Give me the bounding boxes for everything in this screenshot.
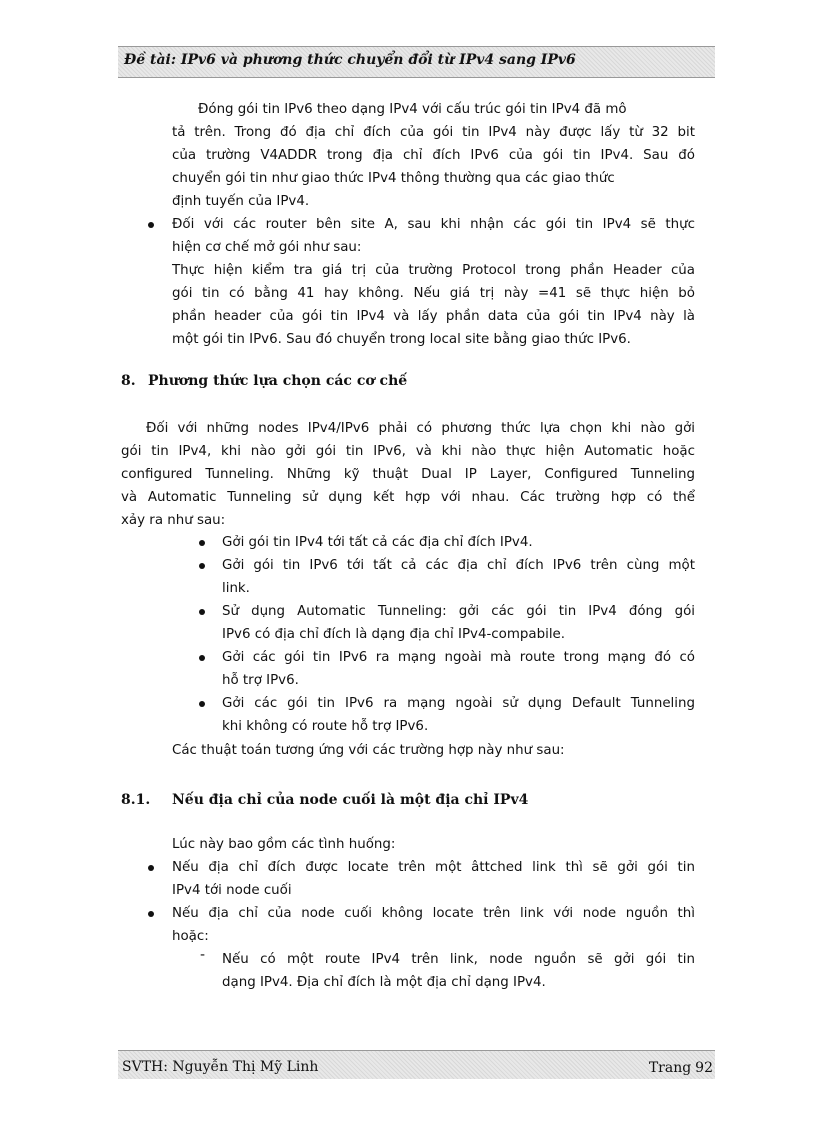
bullet-icon: [199, 540, 205, 546]
page-header: [118, 46, 715, 78]
text-line: của trường V4ADDR trong địa chỉ đích IPv6 của gói tin IPv4. Sau đó: [172, 148, 695, 163]
section-number: 8.: [121, 373, 136, 389]
text-line: Đối với các router bên site A, sau khi nhận các gói tin IPv4 sẽ thực: [172, 217, 695, 232]
list-item: Gởi gói tin IPv4 tới tất cả các địa chỉ đích IPv4.: [222, 535, 533, 550]
text-line: Thực hiện kiểm tra giá trị của trường Protocol trong phần Header của: [172, 263, 695, 278]
text-line: chuyển gói tin như giao thức IPv4 thông thường qua các giao thức: [172, 171, 615, 186]
list-item: IPv6 có địa chỉ đích là dạng địa chỉ IPv4-compabile.: [222, 627, 566, 642]
text-line: Đóng gói tin IPv6 theo dạng IPv4 với cấu trúc gói tin IPv4 đã mô: [198, 102, 627, 117]
section-title: Nếu địa chỉ của node cuối là một địa chỉ IPv4: [172, 792, 529, 808]
footer-page: [645, 1060, 713, 1076]
bullet-icon: [199, 563, 205, 569]
bullet-icon: [199, 609, 205, 615]
text-line: configured Tunneling. Những kỹ thuật Dual IP Layer, Configured Tunneling: [121, 467, 695, 482]
list-item: link.: [222, 581, 250, 596]
text-line: một gói tin IPv6. Sau đó chuyển trong local site bằng giao thức IPv6.: [172, 332, 631, 347]
section81-intro: Lúc này bao gồm các tình huống:: [172, 837, 396, 852]
list-item: Sử dụng Automatic Tunneling: gởi các gói tin IPv4 đóng gói: [222, 604, 695, 619]
page-label: Trang: [648, 1060, 692, 1076]
dash-marker: -: [200, 947, 206, 963]
footer-author: SVTH: Nguyễn Thị Mỹ Linh: [122, 1059, 319, 1075]
section-title: Phương thức lựa chọn các cơ chế: [148, 373, 408, 389]
text-line: định tuyến của IPv4.: [172, 194, 310, 209]
bullet-icon: [199, 701, 205, 707]
list-item: Gởi các gói tin IPv6 ra mạng ngoài mà route trong mạng đó có: [222, 650, 695, 665]
header-title: Đề tài: IPv6 và phương thức chuyển đổi từ IPv4 sang IPv6: [124, 52, 576, 68]
list-item: Nếu địa chỉ của node cuối không locate trên link với node nguồn thì: [172, 906, 695, 921]
section8-closing: Các thuật toán tương ứng với các trường hợp này như sau:: [172, 743, 565, 758]
text-line: Đối với những nodes IPv4/IPv6 phải có phương thức lựa chọn khi nào gởi: [146, 421, 695, 436]
list-item: IPv4 tới node cuối: [172, 883, 292, 898]
list-item: Gởi các gói tin IPv6 ra mạng ngoài sử dụng Default Tunneling: [222, 696, 695, 711]
page-number: 92: [695, 1060, 713, 1076]
text-line: hiện cơ chế mở gói như sau:: [172, 240, 362, 255]
list-item: dạng IPv4. Địa chỉ đích là một địa chỉ dạng IPv4.: [222, 975, 546, 990]
text-line: và Automatic Tunneling sử dụng kết hợp với nhau. Các trường hợp có thể: [121, 490, 695, 505]
list-item: Nếu có một route IPv4 trên link, node nguồn sẽ gởi gói tin: [222, 952, 695, 967]
list-item: khi không có route hỗ trợ IPv6.: [222, 719, 429, 734]
list-item: Nếu địa chỉ đích được locate trên một âttched link thì sẽ gởi gói tin: [172, 860, 695, 875]
section-number: 8.1.: [121, 792, 151, 808]
bullet-icon: [199, 655, 205, 661]
list-item: hỗ trợ IPv6.: [222, 673, 299, 688]
text-line: gói tin có bằng 41 hay không. Nếu giá trị này =41 sẽ thực hiện bỏ: [172, 286, 695, 301]
bullet-icon: [148, 222, 154, 228]
list-item: Gởi gói tin IPv6 tới tất cả các địa chỉ đích IPv6 trên cùng một: [222, 558, 695, 573]
page-footer: [118, 1050, 715, 1079]
text-line: tả trên. Trong đó địa chỉ đích của gói tin IPv4 này được lấy từ 32 bit: [172, 125, 695, 140]
list-item: hoặc:: [172, 929, 209, 944]
text-line: gói tin IPv4, khi nào gởi gói tin IPv6, và khi nào thực hiện Automatic hoặc: [121, 444, 695, 459]
text-line: xảy ra như sau:: [121, 513, 226, 528]
text-line: phần header của gói tin IPv4 và lấy phần data của gói tin IPv4 này là: [172, 309, 695, 324]
bullet-icon: [148, 911, 154, 917]
bullet-icon: [148, 865, 154, 871]
